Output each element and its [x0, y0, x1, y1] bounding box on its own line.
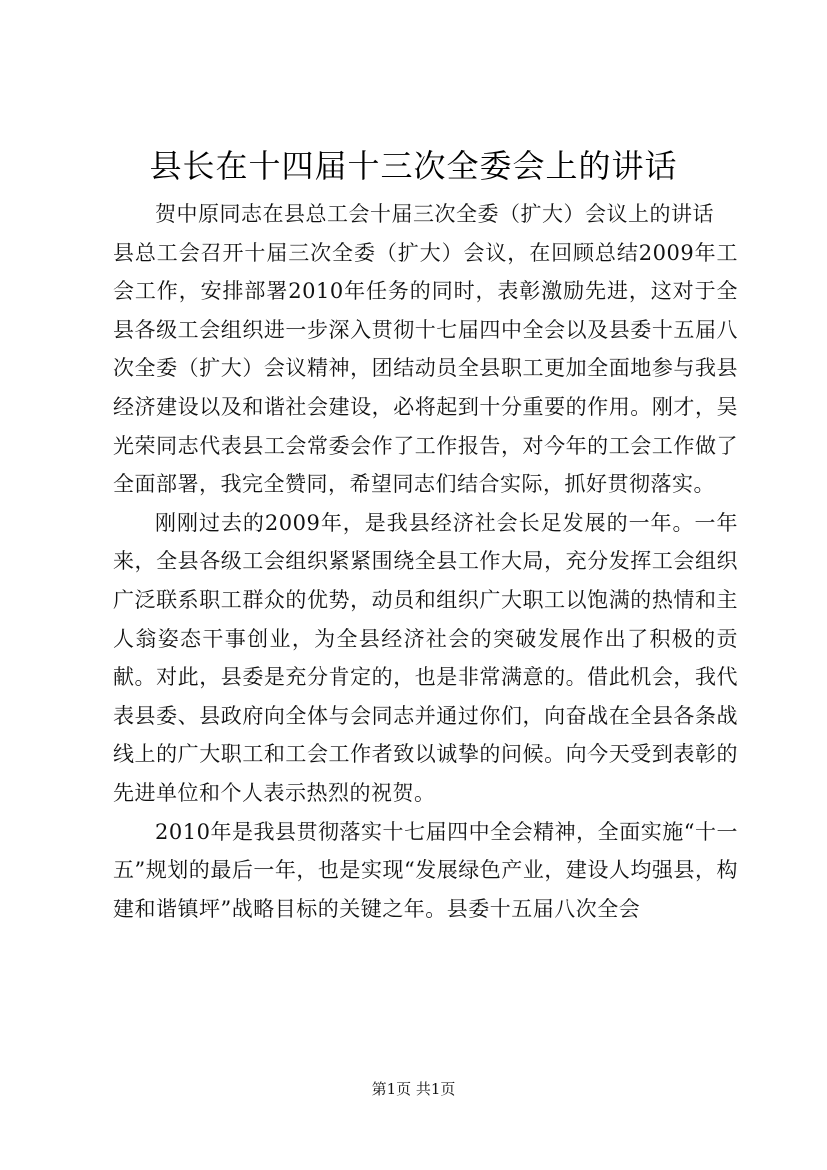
- paragraph-2: 刚刚过去的2009年，是我县经济社会长足发展的一年。一年来，全县各级工会组织紧紧围绕全县工作大局，充分发挥工会组织广泛联系职工群众的优势，动员和组织广大职工以饱满的热情和主人翁姿态干事创业，为全县经济社会的突破发展作出了积极的贡献。对此，县委是充分肯定的，也是非常满意的。借此机会，我代表县委、县政府向全体与会同志并通过你们，向奋战在全县各条战线上的广大职工和工会工作者致以诚挚的问候。向今天受到表彰的先进单位和个人表示热烈的祝贺。: [113, 510, 738, 805]
- paragraph-3: 2010年是我县贯彻落实十七届四中全会精神，全面实施“十一五”规划的最后一年，也是实现“发展绿色产业，建设人均强县，构建和谐镇坪”战略目标的关键之年。县委十五届八次全会: [113, 819, 738, 921]
- document-body: [113, 195, 738, 928]
- paragraph-subtitle: 贺中原同志在县总工会十届三次全委（扩大）会议上的讲话: [155, 202, 714, 226]
- document-title: 县长在十四届十三次全委会上的讲话: [149, 147, 678, 185]
- paragraph-1: 县总工会召开十届三次全委（扩大）会议，在回顾总结2009年工会工作，安排部署2010年任务的同时，表彰激励先进，这对于全县各级工会组织进一步深入贯彻十七届四中全会以及县委十五届八次全委（扩大）会议精神，团结动员全县职工更加全面地参与我县经济建设以及和谐社会建设，必将起到十分重要的作用。刚才，吴光荣同志代表县工会常委会作了工作报告，对今年的工会工作做了全面部署，我完全赞同，希望同志们结合实际，抓好贯彻落实。: [113, 240, 738, 497]
- page-footer: [0, 1079, 827, 1099]
- page-number-label: 第1页 共1页: [371, 1080, 456, 1098]
